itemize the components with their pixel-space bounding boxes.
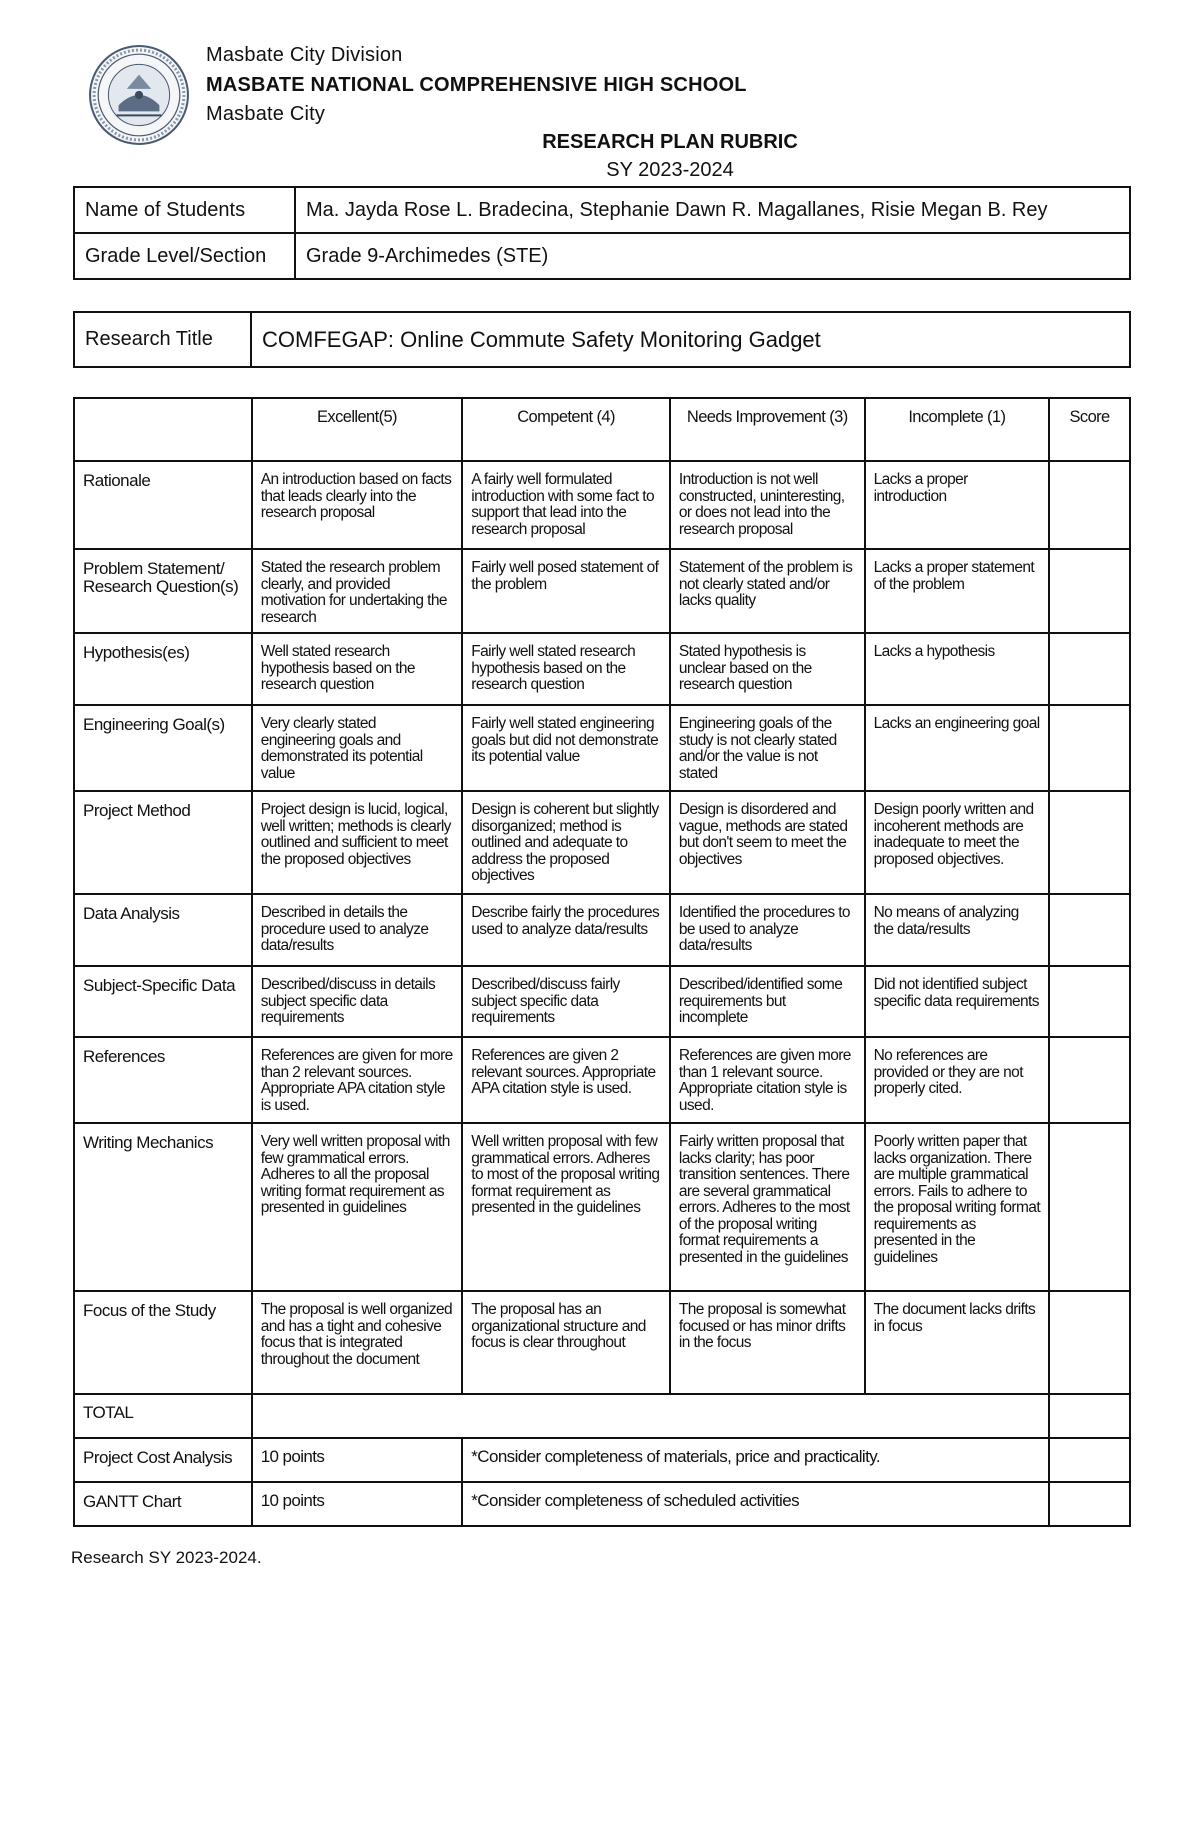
excellent-cell: Very clearly stated engineering goals and demonstrated its potential value: [252, 705, 463, 791]
competent-cell: References are given 2 relevant sources. Appropriate APA citation style is used.: [462, 1037, 670, 1123]
incomplete-cell: Did not identified subject specific data requirements: [865, 966, 1050, 1037]
total-blank-cell: [252, 1394, 1049, 1438]
table-row: [74, 633, 1130, 705]
needs-improvement-cell: The proposal is somewhat focused or has minor drifts in the focus: [670, 1291, 865, 1394]
competent-cell: Design is coherent but slightly disorganized; method is outlined and adequate to address the proposed objectives: [462, 791, 670, 894]
table-row: [74, 1123, 1130, 1291]
incomplete-cell: Lacks an engineering goal: [865, 705, 1050, 791]
division-text: Masbate City Division: [206, 44, 403, 66]
excellent-cell: Well stated research hypothesis based on the research question: [252, 633, 463, 705]
research-title-value: COMFEGAP: Online Commute Safety Monitoring Gadget: [251, 312, 1130, 367]
school-name: MASBATE NATIONAL COMPREHENSIVE HIGH SCHOOL: [206, 74, 747, 96]
score-cell[interactable]: [1049, 894, 1130, 966]
score-cell[interactable]: [1049, 791, 1130, 894]
table-row: [74, 461, 1130, 549]
criterion-cell: Project Method: [74, 791, 252, 894]
criterion-cell: Engineering Goal(s): [74, 705, 252, 791]
rubric-header-row: [74, 398, 1130, 461]
table-row: [74, 1037, 1130, 1123]
city-text: Masbate City: [206, 103, 326, 125]
cost-analysis-label: Project Cost Analysis: [74, 1438, 252, 1482]
competent-cell: A fairly well formulated introduction with some fact to support that lead into the research proposal: [462, 461, 670, 549]
excellent-cell: An introduction based on facts that leads clearly into the research proposal: [252, 461, 463, 549]
header-criterion: [74, 398, 252, 461]
needs-improvement-cell: References are given more than 1 relevant source. Appropriate citation style is used.: [670, 1037, 865, 1123]
total-label: TOTAL: [74, 1394, 252, 1438]
needs-improvement-cell: Stated hypothesis is unclear based on the research question: [670, 633, 865, 705]
header-score: Score: [1049, 398, 1130, 461]
gantt-row: [74, 1482, 1130, 1526]
gantt-score[interactable]: [1049, 1482, 1130, 1526]
criterion-cell: References: [74, 1037, 252, 1123]
total-row: [74, 1394, 1130, 1438]
table-row: [74, 705, 1130, 791]
criterion-cell: Hypothesis(es): [74, 633, 252, 705]
excellent-cell: The proposal is well organized and has a tight and cohesive focus that is integrated throughout the document: [252, 1291, 463, 1394]
excellent-cell: Project design is lucid, logical, well written; methods is clearly outlined and sufficient to meet the proposed objectives: [252, 791, 463, 894]
table-row: [74, 791, 1130, 894]
header-needs-improvement: Needs Improvement (3): [670, 398, 865, 461]
incomplete-cell: Lacks a hypothesis: [865, 633, 1050, 705]
incomplete-cell: Design poorly written and incoherent methods are inadequate to meet the proposed objectives.: [865, 791, 1050, 894]
grade-value: Grade 9-Archimedes (STE): [295, 233, 1130, 279]
incomplete-cell: Lacks a proper introduction: [865, 461, 1050, 549]
student-info-table: [73, 186, 1131, 280]
score-cell[interactable]: [1049, 633, 1130, 705]
table-row: [74, 966, 1130, 1037]
header-competent: Competent (4): [462, 398, 670, 461]
criterion-cell: Problem Statement/ Research Question(s): [74, 549, 252, 633]
criterion-cell: Rationale: [74, 461, 252, 549]
students-row: [74, 187, 1130, 233]
excellent-cell: Described in details the procedure used to analyze data/results: [252, 894, 463, 966]
score-cell[interactable]: [1049, 461, 1130, 549]
incomplete-cell: No references are provided or they are not properly cited.: [865, 1037, 1050, 1123]
excellent-cell: Very well written proposal with few grammatical errors. Adheres to all the proposal writing format requirement as presented in guidelines: [252, 1123, 463, 1291]
incomplete-cell: No means of analyzing the data/results: [865, 894, 1050, 966]
total-score-cell[interactable]: [1049, 1394, 1130, 1438]
competent-cell: The proposal has an organizational structure and focus is clear throughout: [462, 1291, 670, 1394]
gantt-note: *Consider completeness of scheduled activities: [462, 1482, 1049, 1526]
gantt-label: GANTT Chart: [74, 1482, 252, 1526]
needs-improvement-cell: Engineering goals of the study is not clearly stated and/or the value is not stated: [670, 705, 865, 791]
excellent-cell: Described/discuss in details subject specific data requirements: [252, 966, 463, 1037]
incomplete-cell: Poorly written paper that lacks organization. There are multiple grammatical errors. Fails to adhere to the proposal writing format requirements as presented in the guidelines: [865, 1123, 1050, 1291]
incomplete-cell: Lacks a proper statement of the problem: [865, 549, 1050, 633]
research-title-table: [73, 311, 1131, 368]
score-cell[interactable]: [1049, 705, 1130, 791]
competent-cell: Described/discuss fairly subject specific data requirements: [462, 966, 670, 1037]
cost-analysis-row: [74, 1438, 1130, 1482]
incomplete-cell: The document lacks drifts in focus: [865, 1291, 1050, 1394]
needs-improvement-cell: Design is disordered and vague, methods are stated but don't seem to meet the objectives: [670, 791, 865, 894]
cost-analysis-score[interactable]: [1049, 1438, 1130, 1482]
grade-label: Grade Level/Section: [74, 233, 295, 279]
needs-improvement-cell: Identified the procedures to be used to analyze data/results: [670, 894, 865, 966]
needs-improvement-cell: Introduction is not well constructed, uninteresting, or does not lead into the research proposal: [670, 461, 865, 549]
competent-cell: Fairly well stated research hypothesis based on the research question: [462, 633, 670, 705]
header-incomplete: Incomplete (1): [865, 398, 1050, 461]
table-row: [74, 1291, 1130, 1394]
needs-improvement-cell: Fairly written proposal that lacks clarity; has poor transition sentences. There are several grammatical errors. Adheres to the most of the proposal writing format requirements a presented in the guidelines: [670, 1123, 865, 1291]
score-cell[interactable]: [1049, 1123, 1130, 1291]
table-row: [74, 894, 1130, 966]
score-cell[interactable]: [1049, 549, 1130, 633]
excellent-cell: References are given for more than 2 relevant sources. Appropriate APA citation style is used.: [252, 1037, 463, 1123]
score-cell[interactable]: [1049, 1291, 1130, 1394]
rubric-table: [73, 397, 1131, 1527]
score-cell[interactable]: [1049, 1037, 1130, 1123]
cost-analysis-points: 10 points: [252, 1438, 463, 1482]
page-title: RESEARCH PLAN RUBRIC: [542, 131, 798, 153]
criterion-cell: Focus of the Study: [74, 1291, 252, 1394]
competent-cell: Describe fairly the procedures used to analyze data/results: [462, 894, 670, 966]
criterion-cell: Subject-Specific Data: [74, 966, 252, 1037]
score-cell[interactable]: [1049, 966, 1130, 1037]
competent-cell: Fairly well stated engineering goals but did not demonstrate its potential value: [462, 705, 670, 791]
students-label: Name of Students: [74, 187, 295, 233]
competent-cell: Fairly well posed statement of the problem: [462, 549, 670, 633]
criterion-cell: Data Analysis: [74, 894, 252, 966]
header-excellent: Excellent(5): [252, 398, 463, 461]
grade-row: [74, 233, 1130, 279]
table-row: [74, 549, 1130, 633]
needs-improvement-cell: Statement of the problem is not clearly stated and/or lacks quality: [670, 549, 865, 633]
school-year: SY 2023-2024: [606, 159, 734, 181]
students-value: Ma. Jayda Rose L. Bradecina, Stephanie Dawn R. Magallanes, Risie Megan B. Rey: [295, 187, 1130, 233]
criterion-cell: Writing Mechanics: [74, 1123, 252, 1291]
competent-cell: Well written proposal with few grammatical errors. Adheres to most of the proposal writing format requirement as presented in the guidelines: [462, 1123, 670, 1291]
footer-text: Research SY 2023-2024.: [71, 1548, 262, 1567]
cost-analysis-note: *Consider completeness of materials, price and practicality.: [462, 1438, 1049, 1482]
gantt-points: 10 points: [252, 1482, 463, 1526]
excellent-cell: Stated the research problem clearly, and provided motivation for undertaking the research: [252, 549, 463, 633]
research-title-label: Research Title: [74, 312, 251, 367]
needs-improvement-cell: Described/identified some requirements but incomplete: [670, 966, 865, 1037]
